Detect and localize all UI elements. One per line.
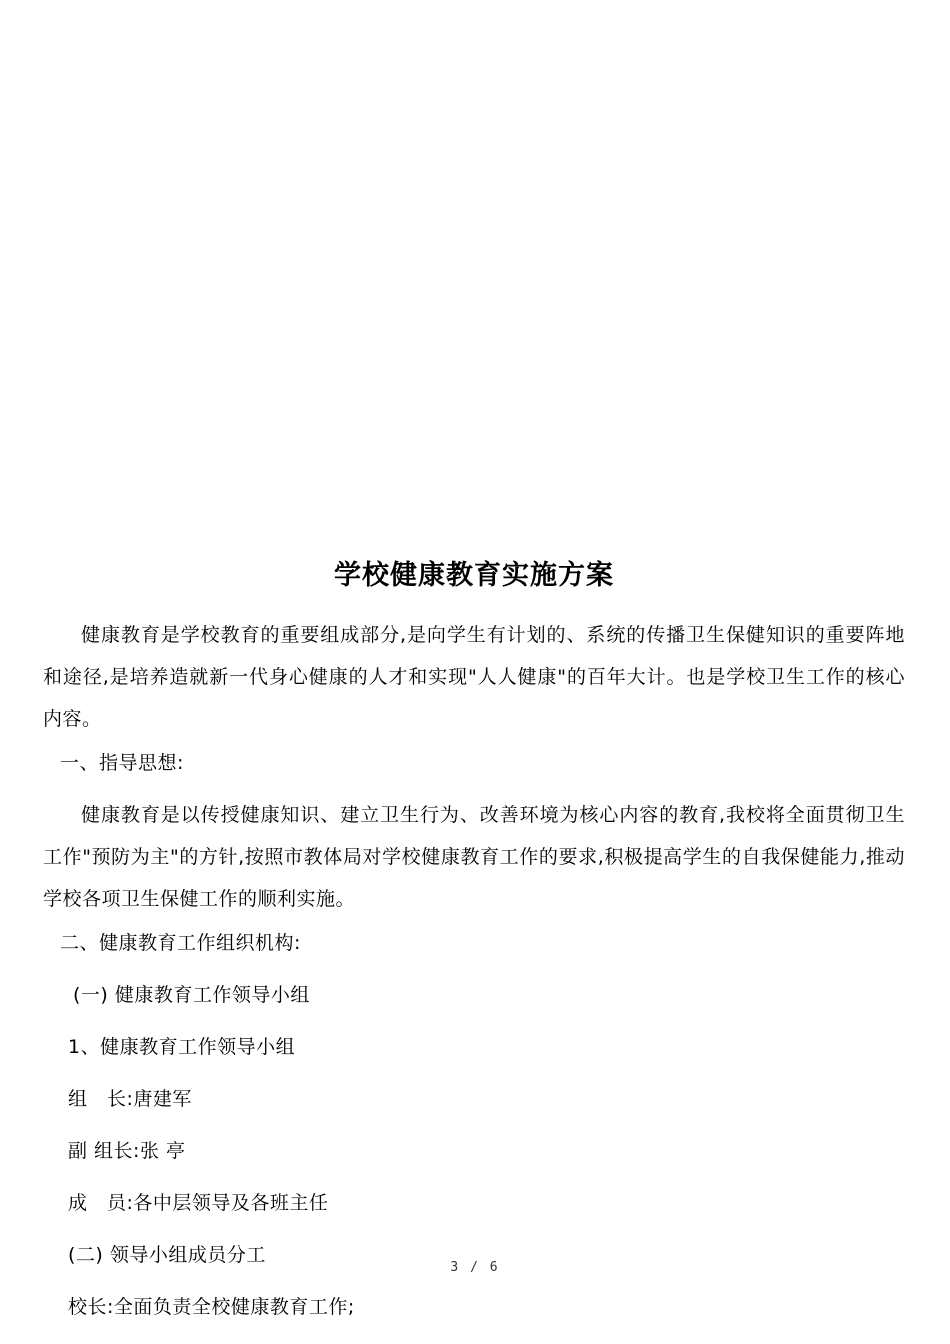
document-content: [43, 556, 905, 1338]
sub-heading-leading-group: (一) 健康教育工作领导小组: [73, 984, 310, 1006]
document-title: 学校健康教育实施方案: [334, 560, 614, 591]
deputy-leader-row: 副 组长:张 亭: [68, 1140, 186, 1162]
numbered-item-leading-group: 1、健康教育工作领导小组: [68, 1036, 296, 1058]
page-number-indicator: 3 / 6: [450, 1260, 500, 1275]
sub-heading-member-division: (二) 领导小组成员分工: [68, 1244, 266, 1266]
leader-row: 组 长:唐建军: [68, 1088, 192, 1110]
intro-paragraph: 健康教育是学校教育的重要组成部分,是向学生有计划的、系统的传播卫生保健知识的重要阵地和途径,是培养造就新一代身心健康的人才和实现"人人健康"的百年大计。也是学校卫生工作的核心内容。: [43, 624, 905, 730]
guiding-thought-paragraph: 健康教育是以传授健康知识、建立卫生行为、改善环境为核心内容的教育,我校将全面贯彻卫生工作"预防为主"的方针,按照市教体局对学校健康教育工作的要求,积极提高学生的自我保健能力,推动学校各项卫生保健工作的顺利实施。: [43, 804, 905, 910]
principal-duty-row: 校长:全面负责全校健康教育工作;: [68, 1296, 355, 1318]
members-row: 成 员:各中层领导及各班主任: [68, 1192, 329, 1214]
section-heading-organization: 二、健康教育工作组织机构:: [60, 932, 301, 954]
section-heading-guiding-thought: 一、指导思想:: [60, 752, 184, 774]
